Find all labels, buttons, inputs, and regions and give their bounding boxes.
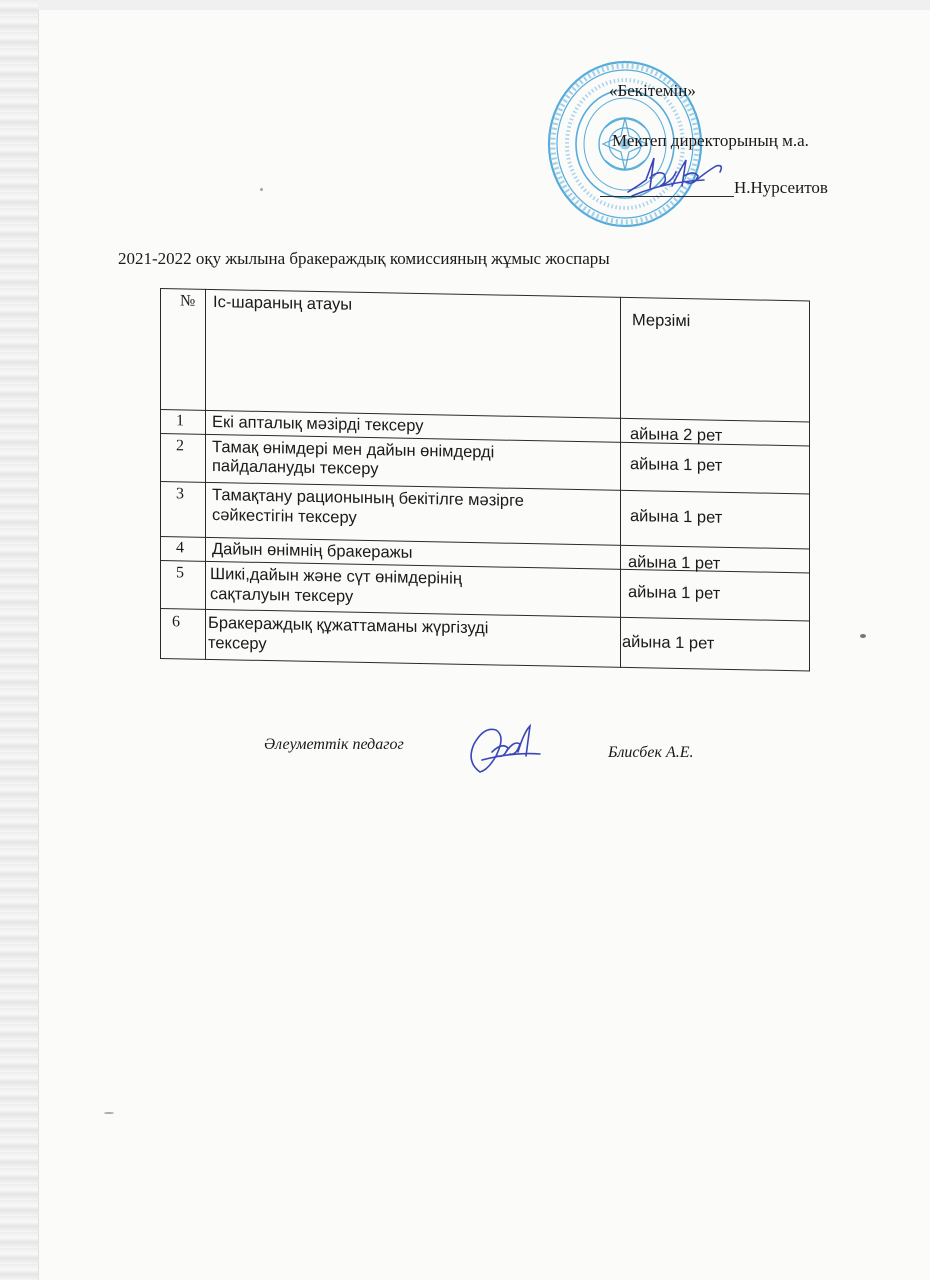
approval-role: Мектеп директорының м.а.	[612, 131, 809, 150]
document-title: 2021-2022 оқу жылына бракераждық комиссияның жұмыс жоспары	[118, 249, 610, 268]
row-2-activity-line-2: пайдалануды тексеру	[212, 456, 379, 479]
footer-role: Әлеуметтік педагог	[264, 736, 404, 753]
row-3-activity-line-2: сәйкестігін тексеру	[212, 505, 357, 527]
row-5-activity-line-2: сақталуын тексеру	[210, 584, 354, 606]
row-6-activity-line-2: тексеру	[208, 633, 267, 654]
scan-speck	[860, 634, 866, 638]
header-activity: Іс-шараның атауы	[213, 293, 353, 314]
approval-name: Н.Нурсеитов	[734, 178, 828, 197]
row-2-num: 2	[176, 437, 184, 455]
row-1-activity: Екі апталық мәзірді тексеру	[212, 412, 424, 436]
column-divider-2	[620, 297, 621, 668]
row-6-term: айына 1 рет	[622, 632, 715, 653]
column-divider-1	[205, 289, 206, 660]
row-2-term: айына 1 рет	[630, 455, 723, 475]
scan-speck	[260, 188, 263, 191]
plan-table	[160, 288, 810, 686]
row-4-term: айына 1 рет	[628, 552, 721, 573]
row-4-num: 4	[176, 539, 184, 557]
approval-title: «Бекітемін»	[609, 81, 696, 100]
row-5-num: 5	[176, 564, 184, 582]
row-1-term: айына 2 рет	[630, 425, 723, 445]
row-3-num: 3	[176, 485, 184, 503]
row-2-activity-line-1: Тамақ өнімдері мен дайын өнімдерді	[212, 437, 495, 462]
header-term: Мерзімі	[632, 311, 691, 331]
signature-line	[600, 196, 734, 197]
table-border-right	[809, 300, 810, 671]
table-border-bottom	[160, 658, 810, 671]
page-edge-line	[38, 0, 39, 1280]
table-border-left	[160, 288, 161, 659]
pedagog-signature	[462, 722, 542, 780]
footer-name: Блисбек А.Е.	[608, 744, 694, 761]
row-5-term: айына 1 рет	[628, 582, 721, 603]
row-6-activity-line-1: Бракераждық құжаттаманы жүргізуді	[208, 613, 489, 638]
binding-edge	[0, 0, 38, 1280]
row-4-activity: Дайын өнімнің бракеражы	[212, 539, 413, 562]
row-3-activity-line-1: Тамақтану рационының бекітілге мәзірге	[212, 485, 524, 510]
top-edge	[38, 0, 930, 10]
row-5-activity-line-1: Шикі,дайын және сүт өнімдерінің	[210, 564, 462, 588]
header-num: №	[180, 292, 196, 310]
row-6-num: 6	[172, 613, 180, 631]
row-3-term: айына 1 рет	[630, 507, 723, 527]
row-1-num: 1	[176, 412, 184, 430]
director-signature	[624, 152, 728, 202]
scan-speck	[104, 1112, 114, 1114]
